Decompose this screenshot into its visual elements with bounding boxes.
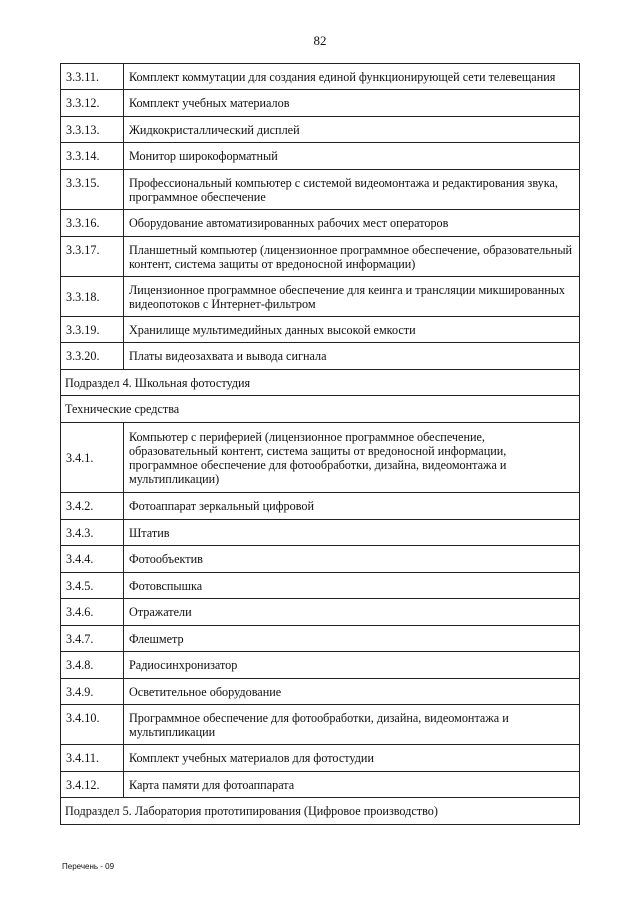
item-description: Фотообъектив: [124, 546, 580, 573]
table-row: [61, 277, 580, 317]
table-row: [61, 237, 580, 277]
item-code: 3.4.9.: [61, 679, 124, 705]
item-code: 3.4.2.: [61, 493, 124, 520]
section-row: [61, 396, 580, 423]
table-row: [61, 64, 580, 90]
table-row: [61, 772, 580, 798]
item-description: Программное обеспечение для фотообработки, дизайна, видеомонтажа и мультипликации: [124, 705, 580, 745]
table-row: [61, 90, 580, 117]
item-code: 3.3.16.: [61, 210, 124, 237]
section-heading: Подраздел 4. Школьная фотостудия: [61, 370, 580, 396]
section-row: [61, 798, 580, 825]
item-description: Профессиональный компьютер с системой видеомонтажа и редактирования звука, программное обеспечение: [124, 170, 580, 210]
page-number: 82: [313, 33, 327, 48]
item-description: Хранилище мультимедийных данных высокой емкости: [124, 317, 580, 343]
item-code: 3.3.18.: [61, 277, 124, 317]
item-code: 3.4.7.: [61, 626, 124, 652]
footer-label: Перечень - 09: [62, 862, 115, 871]
table-row: [61, 599, 580, 626]
item-code: 3.3.17.: [61, 237, 124, 277]
item-description: Компьютер с периферией (лицензионное программное обеспечение, образовательный контент, система защиты от вредоносной информации, программное обеспечение для фотообработки, дизайна, видеомонтажа и мультипликации): [124, 423, 580, 493]
table-row: [61, 626, 580, 652]
item-description: Комплект коммутации для создания единой функционирующей сети телевещания: [124, 64, 580, 90]
item-code: 3.4.12.: [61, 772, 124, 798]
item-description: Фотоаппарат зеркальный цифровой: [124, 493, 580, 520]
table-row: [61, 573, 580, 599]
item-description: Штатив: [124, 520, 580, 546]
item-description: Фотовспышка: [124, 573, 580, 599]
item-code: 3.3.19.: [61, 317, 124, 343]
item-description: Платы видеозахвата и вывода сигнала: [124, 343, 580, 370]
item-code: 3.4.3.: [61, 520, 124, 546]
item-description: Карта памяти для фотоаппарата: [124, 772, 580, 798]
item-description: Планшетный компьютер (лицензионное программное обеспечение, образовательный контент, система защиты от вредоносной информации): [124, 237, 580, 277]
item-description: Комплект учебных материалов: [124, 90, 580, 117]
section-row: [61, 370, 580, 396]
table-row: [61, 546, 580, 573]
item-code: 3.4.8.: [61, 652, 124, 679]
item-code: 3.3.20.: [61, 343, 124, 370]
table-row: [61, 210, 580, 237]
equipment-table: [60, 63, 580, 825]
item-code: 3.4.6.: [61, 599, 124, 626]
item-code: 3.4.1.: [61, 423, 124, 493]
item-description: Оборудование автоматизированных рабочих мест операторов: [124, 210, 580, 237]
table-row: [61, 143, 580, 170]
item-code: 3.3.13.: [61, 117, 124, 143]
item-code: 3.4.11.: [61, 745, 124, 772]
item-code: 3.3.12.: [61, 90, 124, 117]
item-code: 3.4.5.: [61, 573, 124, 599]
item-code: 3.3.15.: [61, 170, 124, 210]
item-description: Лицензионное программное обеспечение для кеинга и трансляции микшированных видеопотоков с Интернет-фильтром: [124, 277, 580, 317]
table-row: [61, 679, 580, 705]
item-description: Осветительное оборудование: [124, 679, 580, 705]
item-code: 3.3.14.: [61, 143, 124, 170]
table-row: [61, 423, 580, 493]
item-code: 3.4.4.: [61, 546, 124, 573]
item-code: 3.4.10.: [61, 705, 124, 745]
item-description: Монитор широкоформатный: [124, 143, 580, 170]
section-heading: Подраздел 5. Лаборатория прототипирования (Цифровое производство): [61, 798, 580, 825]
table-row: [61, 705, 580, 745]
table-row: [61, 170, 580, 210]
item-description: Отражатели: [124, 599, 580, 626]
table-row: [61, 493, 580, 520]
item-description: Жидкокристаллический дисплей: [124, 117, 580, 143]
item-description: Радиосинхронизатор: [124, 652, 580, 679]
table-row: [61, 343, 580, 370]
table-row: [61, 317, 580, 343]
table-row: [61, 652, 580, 679]
equipment-table-body: [61, 64, 580, 825]
item-code: 3.3.11.: [61, 64, 124, 90]
table-row: [61, 520, 580, 546]
table-row: [61, 117, 580, 143]
section-heading: Технические средства: [61, 396, 580, 423]
item-description: Флешметр: [124, 626, 580, 652]
item-description: Комплект учебных материалов для фотостудии: [124, 745, 580, 772]
table-row: [61, 745, 580, 772]
